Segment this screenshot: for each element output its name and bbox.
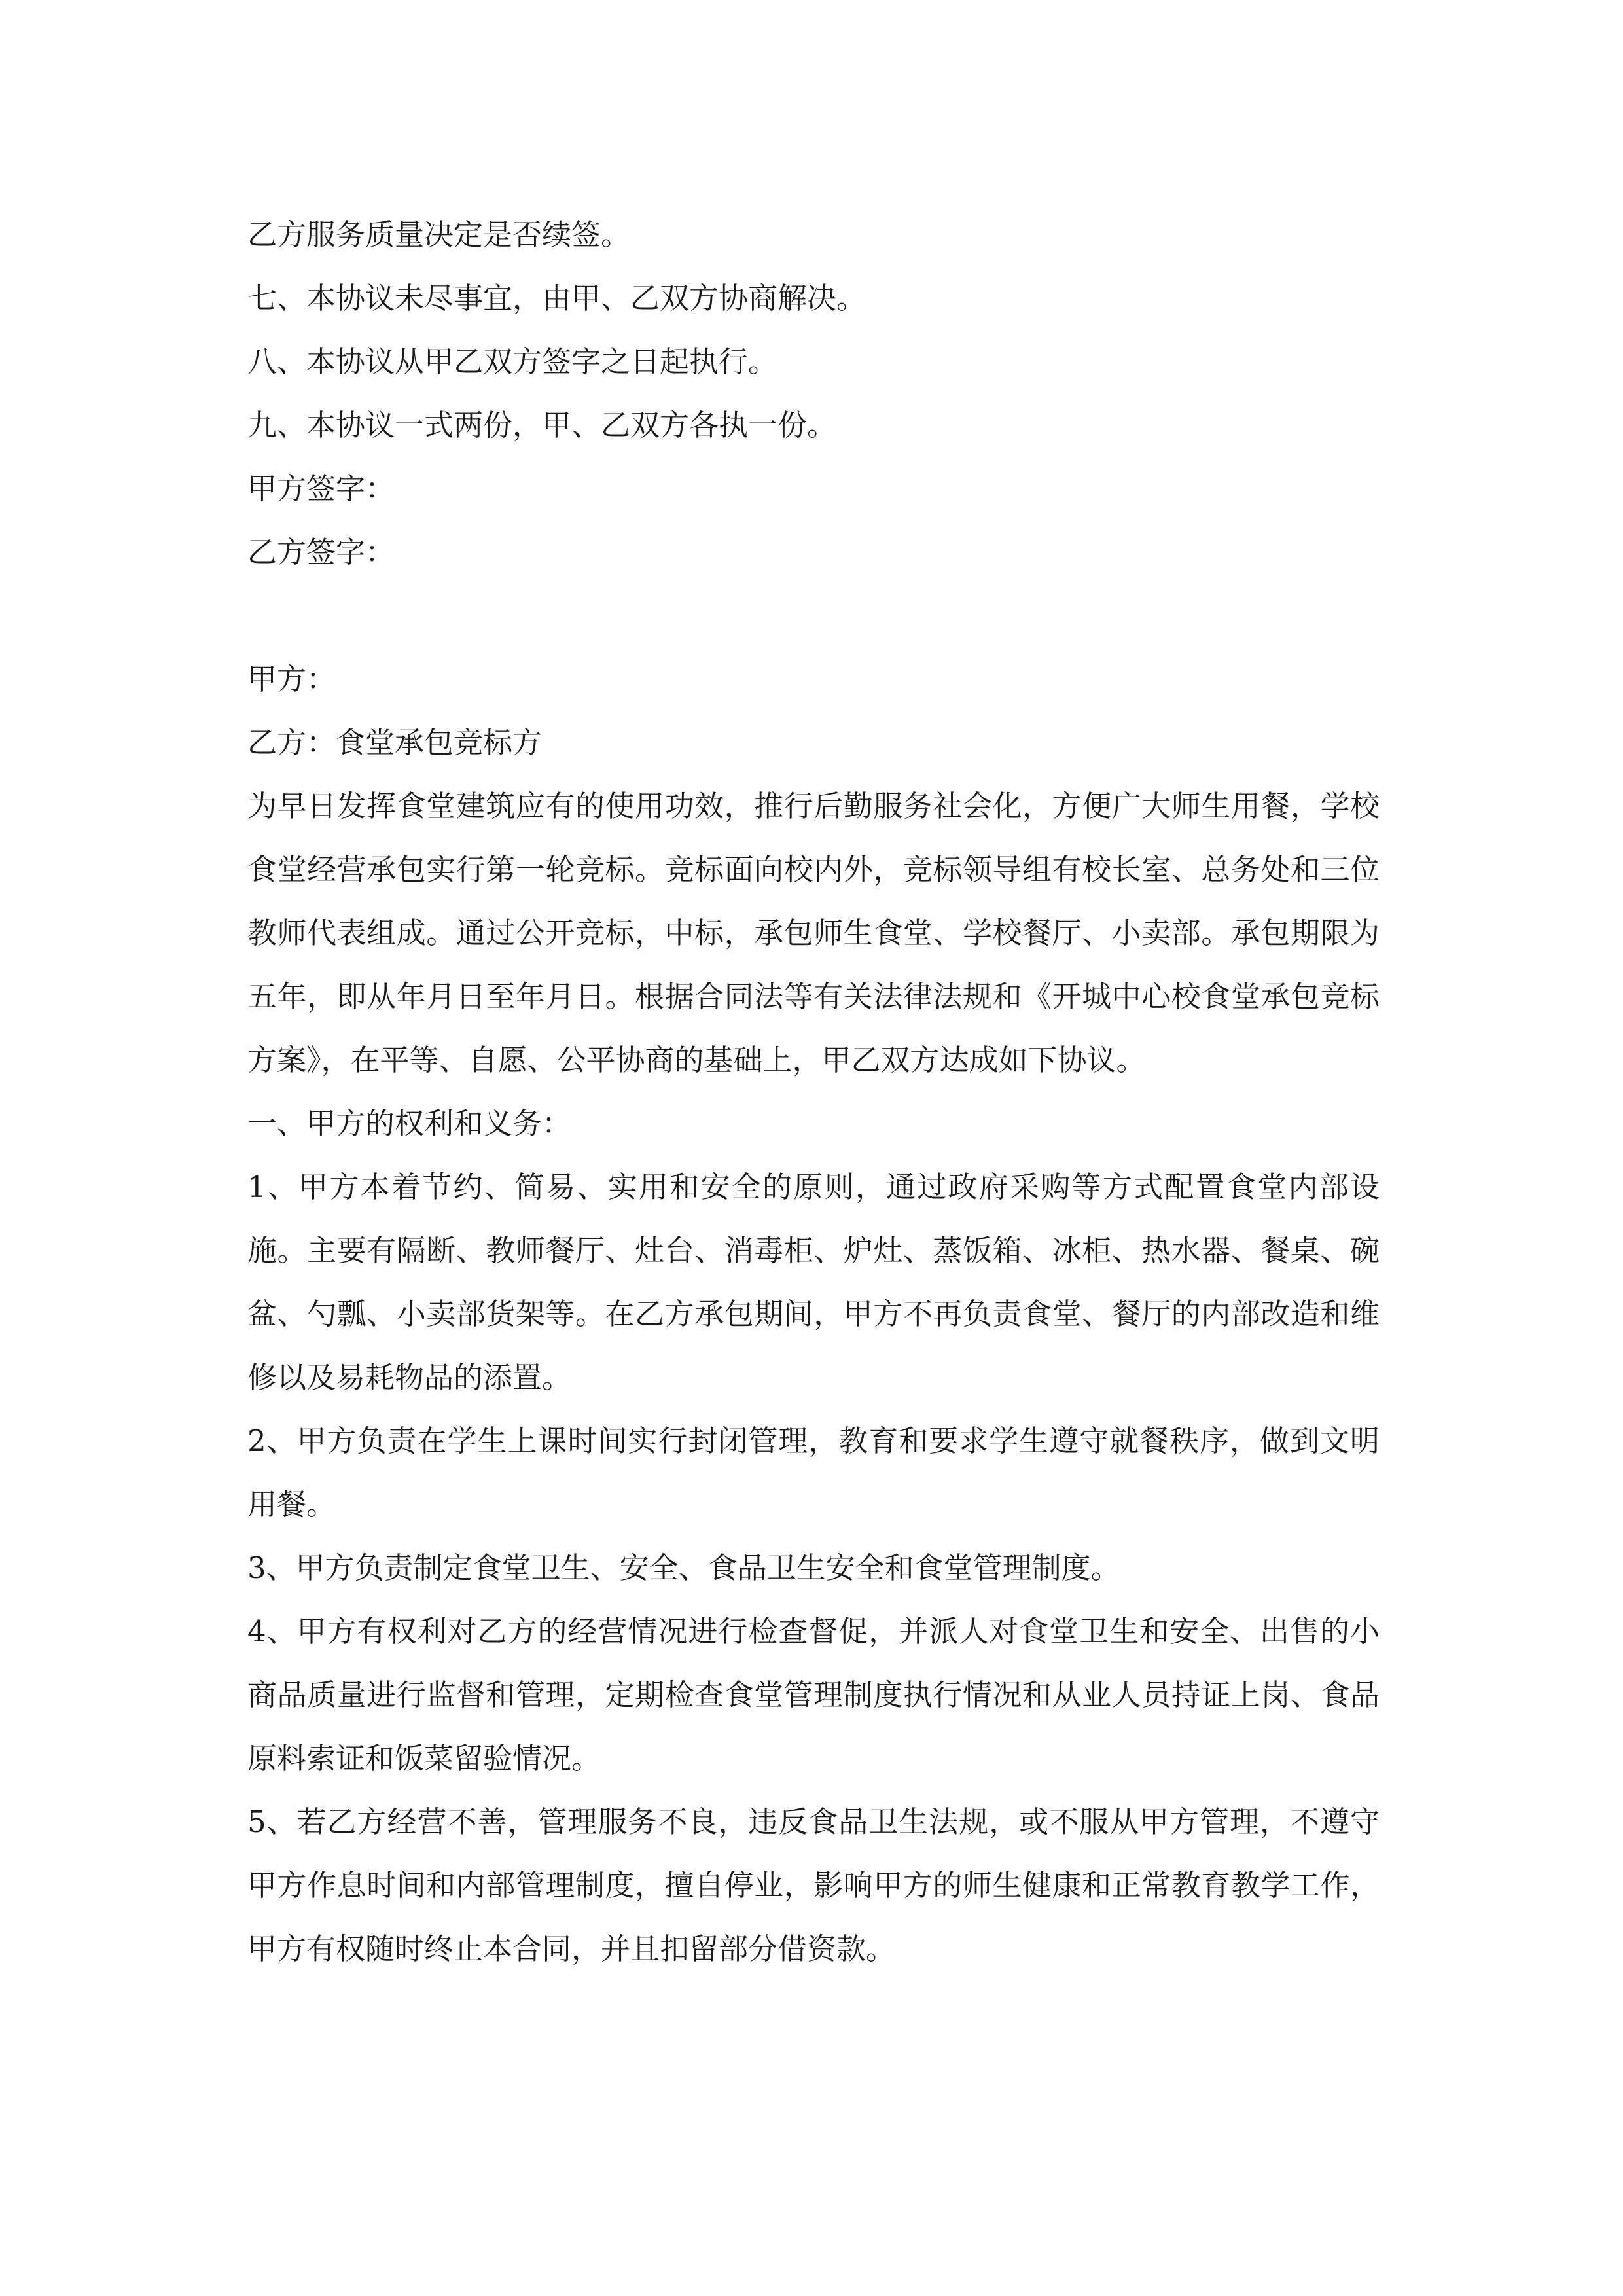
intro-paragraph: 为早日发挥食堂建筑应有的使用功效，推行后勤服务社会化，方便广大师生用餐，学校食堂经营承包实行第一轮竞标。竞标面向校内外，竞标领导组有校长室、总务处和三位教师代表组成。通过公开竞标，中标，承包师生食堂、学校餐厅、小卖部。承包期限为五年，即从年月日至年月日。根据合同法等有关法律法规和《开城中心校食堂承包竞标方案》，在平等、自愿、公平协商的基础上，甲乙双方达成如下协议。	[247, 789, 1380, 1077]
section-1-item-1: 1、甲方本着节约、简易、实用和安全的原则，通过政府采购等方式配置食堂内部设施。主要有隔断、教师餐厅、灶台、消毒柜、炉灶、蒸饭箱、冰柜、热水器、餐桌、碗盆、勺瓢、小卖部货架等。在乙方承包期间，甲方不再负责食堂、餐厅的内部改造和维修以及易耗物品的添置。	[247, 1170, 1380, 1395]
clause-seven: 七、本协议未尽事宜，由甲、乙双方协商解决。	[247, 281, 866, 315]
document-body	[247, 203, 1380, 1981]
clause-eight: 八、本协议从甲乙双方签字之日起执行。	[247, 344, 778, 379]
party-a-signature-line: 甲方签字：	[247, 471, 395, 506]
party-a-label: 甲方：	[247, 662, 336, 696]
party-b-label: 乙方：食堂承包竞标方	[247, 725, 543, 760]
section-1-title: 一、甲方的权利和义务：	[247, 1106, 572, 1141]
section-1-item-3: 3、甲方负责制定食堂卫生、安全、食品卫生安全和食堂管理制度。	[247, 1551, 1120, 1585]
section-1-item-5: 5、若乙方经营不善，管理服务不良，违反食品卫生法规，或不服从甲方管理，不遵守甲方作息时间和内部管理制度，擅自停业，影响甲方的师生健康和正常教育教学工作，甲方有权随时终止本合同，并且扣留部分借资款。	[247, 1804, 1380, 1966]
section-1-item-4: 4、甲方有权利对乙方的经营情况进行检查督促，并派人对食堂卫生和安全、出售的小商品质量进行监督和管理，定期检查食堂管理制度执行情况和从业人员持证上岗、食品原料索证和饭菜留验情况。	[247, 1614, 1380, 1776]
party-b-signature-line: 乙方签字：	[247, 535, 395, 569]
clause-nine: 九、本协议一式两份，甲、乙双方各执一份。	[247, 408, 837, 442]
blank-line	[247, 584, 1380, 647]
section-1-item-2: 2、甲方负责在学生上课时间实行封闭管理，教育和要求学生遵守就餐秩序，做到文明用餐。	[247, 1424, 1380, 1522]
paragraph-continuation: 乙方服务质量决定是否续签。	[247, 217, 631, 252]
